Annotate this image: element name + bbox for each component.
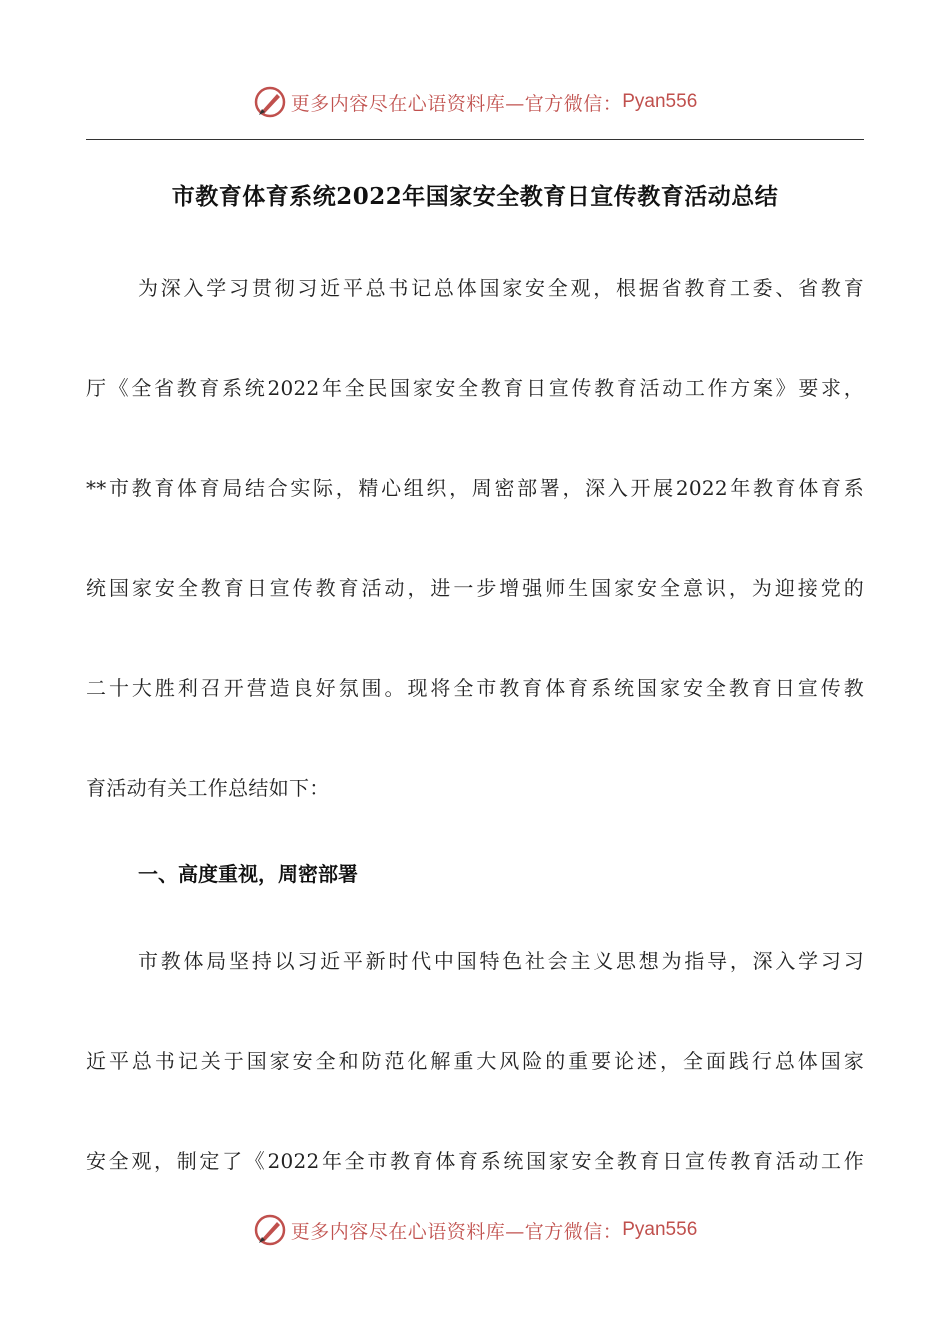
- banner-wechat-id: Pyan556: [622, 91, 698, 112]
- section1-heading: 一、高度重视，周密部署: [138, 862, 358, 886]
- pen-logo-icon: [253, 85, 287, 119]
- paragraph1-line: 统国家安全教育日宣传教育活动，进一步增强师生国家安全意识，为迎接党的: [86, 576, 864, 600]
- pen-logo-icon: [253, 1213, 287, 1247]
- paragraph1-line: 为深入学习贯彻习近平总书记总体国家安全观，根据省教育工委、省教育: [138, 276, 864, 300]
- paragraph2-line: 安全观，制定了《2022年全市教育体育系统国家安全教育日宣传教育活动工作: [86, 1149, 864, 1173]
- paragraph2-line: 近平总书记关于国家安全和防范化解重大风险的重要论述，全面践行总体国家: [86, 1049, 864, 1073]
- banner-text: 更多内容尽在心语资料库—官方微信：: [290, 1220, 623, 1243]
- banner-wechat-id: Pyan556: [622, 1219, 698, 1240]
- header-divider: [86, 139, 864, 140]
- paragraph1-line: **市教育体育局结合实际，精心组织，周密部署，深入开展2022年教育体育系: [86, 476, 864, 500]
- document-title: 市教育体育系统2022年国家安全教育日宣传教育活动总结: [171, 183, 779, 210]
- paragraph1-line: 育活动有关工作总结如下：: [86, 776, 330, 800]
- footer-banner: [0, 1210, 950, 1250]
- paragraph2-line: 市教体局坚持以习近平新时代中国特色社会主义思想为指导，深入学习习: [138, 949, 864, 973]
- paragraph1-line: 二十大胜利召开营造良好氛围。现将全市教育体育系统国家安全教育日宣传教: [86, 676, 864, 700]
- paragraph1-line: 厅《全省教育系统2022年全民国家安全教育日宣传教育活动工作方案》要求，: [86, 376, 864, 400]
- banner-text: 更多内容尽在心语资料库—官方微信：: [290, 92, 623, 115]
- header-banner: [0, 82, 950, 122]
